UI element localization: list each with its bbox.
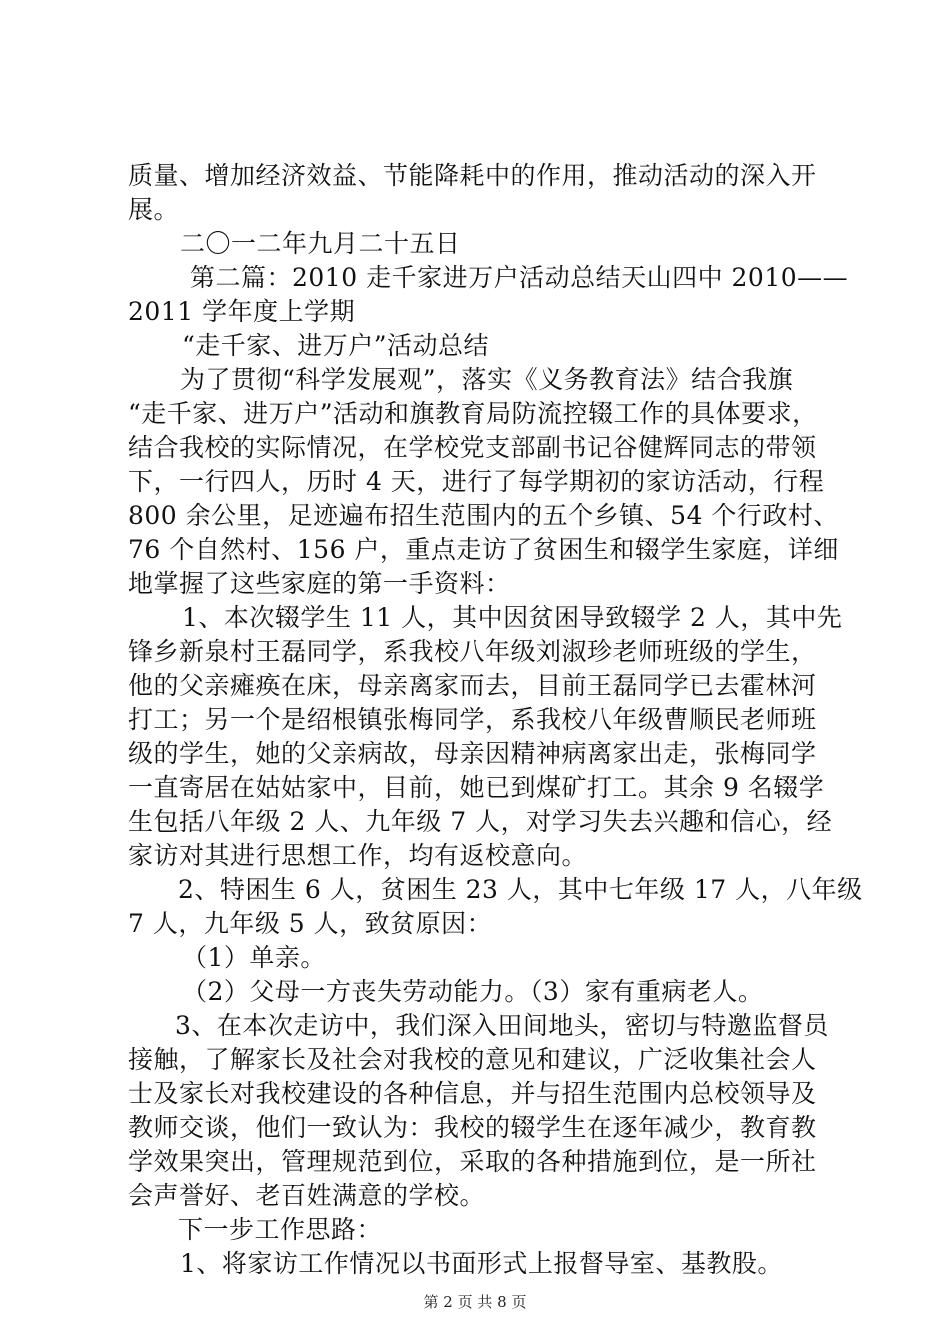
text-line: 他的父亲瘫痪在床，母亲离家而去，目前王磊同学已去霍林河 (128, 671, 817, 700)
text-line: 家访对其进行思想工作，均有返校意向。 (128, 841, 588, 870)
text-line: 锋乡新泉村王磊同学，系我校八年级刘淑珍老师班级的学生， (128, 637, 817, 666)
text-line: 打工；另一个是绍根镇张梅同学，系我校八年级曹顺民老师班 (128, 705, 817, 734)
text-line: 二〇一二年九月二十五日 (180, 229, 461, 258)
text-line: “走千家、进万户”活动和旗教育局防流控辍工作的具体要求， (128, 399, 818, 428)
text-line: （1）单亲。 (182, 943, 326, 972)
text-line: 7 人，九年级 5 人，致贫原因： (128, 909, 493, 938)
text-line: 生包括八年级 2 人、九年级 7 人，对学习失去兴趣和信心，经 (128, 807, 833, 836)
text-line: 3、在本次走访中，我们深入田间地头，密切与特邀监督员 (175, 1011, 829, 1040)
text-line: 会声誉好、老百姓满意的学校。 (128, 1181, 486, 1210)
text-line: 质量、增加经济效益、节能降耗中的作用，推动活动的深入开 (128, 161, 817, 190)
text-line: 教师交谈，他们一致认为：我校的辍学生在逐年减少，教育教 (128, 1113, 817, 1142)
text-line: 2、特困生 6 人，贫困生 23 人，其中七年级 17 人，八年级 (178, 875, 863, 904)
text-line: 下，一行四人，历时 4 天，进行了每学期初的家访活动，行程 (128, 467, 825, 496)
text-line: 展。 (128, 195, 180, 224)
page-footer: 第 2 页 共 8 页 (423, 1293, 527, 1311)
text-line: 士及家长对我校建设的各种信息，并与招生范围内总校领导及 (128, 1079, 817, 1108)
text-line: “走千家、进万户”活动总结 (182, 331, 490, 360)
text-line: 第二篇：2010 走千家进万户活动总结天山四中 2010—— (190, 263, 849, 292)
text-line: 1、本次辍学生 11 人，其中因贫困导致辍学 2 人，其中先 (182, 603, 843, 632)
text-line: 下一步工作思路： (178, 1215, 383, 1244)
text-line: 结合我校的实际情况，在学校党支部副书记谷健辉同志的带领 (128, 433, 817, 462)
text-line: 一直寄居在姑姑家中，目前，她已到煤矿打工。其余 9 名辍学 (128, 773, 825, 802)
text-line: 接触，了解家长及社会对我校的意见和建议，广泛收集社会人 (128, 1045, 817, 1074)
text-line: 1、将家访工作情况以书面形式上报督导室、基教股。 (180, 1249, 783, 1278)
text-line: 地掌握了这些家庭的第一手资料： (128, 569, 511, 598)
text-line: 76 个自然村、156 户，重点走访了贫困生和辍学生家庭，详细 (128, 535, 839, 564)
text-line: 2011 学年度上学期 (128, 297, 356, 326)
text-line: 为了贯彻“科学发展观”，落实《义务教育法》结合我旗 (180, 365, 794, 394)
text-line: 800 余公里，足迹遍布招生范围内的五个乡镇、54 个行政村、 (128, 501, 839, 530)
text-line: 级的学生，她的父亲病故，母亲因精神病离家出走，张梅同学 (128, 739, 817, 768)
text-line: （2）父母一方丧失劳动能力。（3）家有重病老人。 (182, 977, 764, 1006)
text-line: 学效果突出，管理规范到位，采取的各种措施到位，是一所社 (128, 1147, 817, 1176)
